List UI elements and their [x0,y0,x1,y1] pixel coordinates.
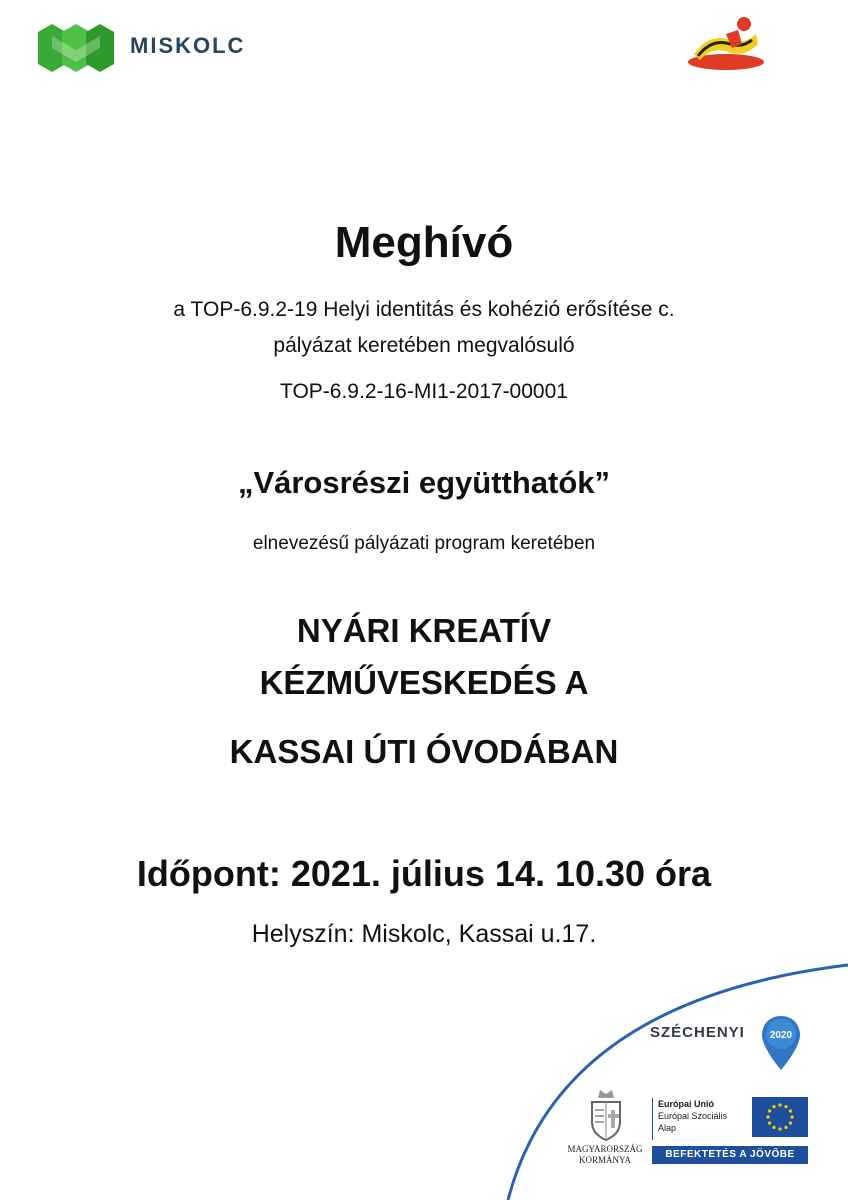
invitation-title: Meghívó [334,218,514,267]
intro-line-2: pályázat keretében megvalósuló [273,334,575,357]
gov-line-2: KORMÁNYA [578,1155,631,1165]
city-name: MISKOLC [130,33,246,58]
szechenyi-pin-icon [760,1014,802,1072]
intro-line-1: a TOP-6.9.2-19 Helyi identitás és kohézió erősítése c. [173,298,675,321]
event-line-2: KÉZMŰVESKEDÉS A [259,664,589,701]
event-datetime: Időpont: 2021. július 14. 10.30 óra [136,853,712,894]
government-label [562,1144,648,1166]
event-line-1: NYÁRI KREATÍV [296,612,552,649]
eu-line-3: Alap [658,1123,677,1133]
partner-logo [686,14,766,74]
miskolc-logo [38,22,114,72]
event-venue: Helyszín: Miskolc, Kassai u.17. [251,920,597,948]
program-title: „Városrészi együtthatók” [237,465,611,500]
year-badge: 2020 [769,1030,793,1041]
eu-line-2: Európai Szociális [658,1111,728,1121]
coat-of-arms-icon [586,1088,626,1142]
program-line: elnevezésű pályázati program keretében [252,533,596,554]
eu-fund-label [652,1098,748,1140]
eu-line-1: Európai Unió [658,1099,714,1109]
project-code: TOP-6.9.2-16-MI1-2017-00001 [280,380,568,403]
szechenyi-label: SZÉCHENYI [650,1024,745,1041]
eu-flag-icon [752,1097,808,1137]
gov-line-1: MAGYARORSZÁG [567,1144,643,1154]
invest-banner: BEFEKTETÉS A JÖVŐBE [652,1146,808,1164]
event-line-3: KASSAI ÚTI ÓVODÁBAN [229,733,619,770]
